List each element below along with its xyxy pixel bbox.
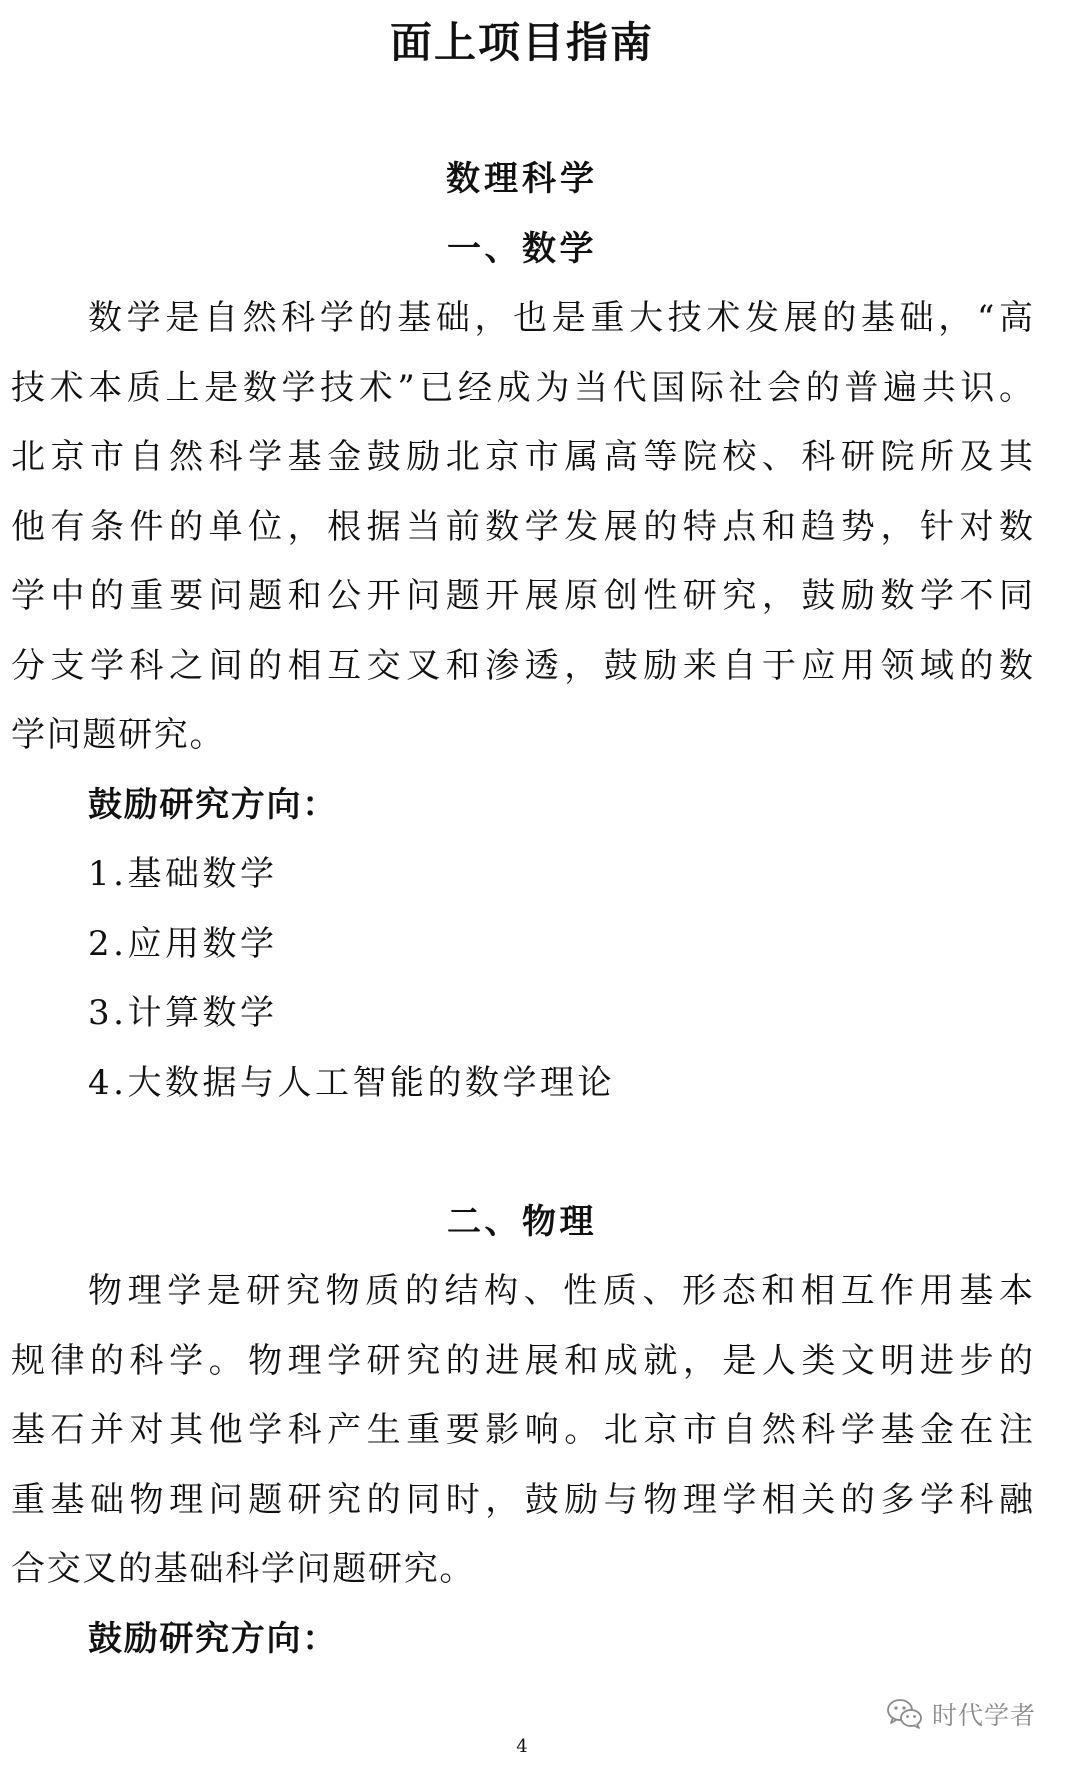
math-paragraph-line: 学问题研究。 (11, 715, 226, 755)
section-title: 数理科学 (446, 159, 598, 199)
math-paragraph-line: 他有条件的单位，根据当前数学发展的特点和趋势，针对数 (11, 506, 1033, 547)
math-paragraph-line: 技术本质上是数学技术”已经成为当代国际社会的普遍共识。 (11, 367, 1033, 408)
math-direction-item: 1.基础数学 (88, 854, 278, 894)
math-direction-item: 3.计算数学 (88, 993, 278, 1033)
document-body (11, 145, 1033, 1674)
math-heading: 一、数学 (447, 228, 597, 269)
blank-line (11, 1118, 1033, 1188)
physics-paragraph-line: 合交叉的基础科学问题研究。 (11, 1549, 476, 1589)
math-directions-label: 鼓励研究方向： (88, 784, 338, 825)
physics-directions-label: 鼓励研究方向： (88, 1618, 338, 1659)
watermark (886, 1699, 1036, 1733)
physics-paragraph-line: 物理学是研究物质的结构、性质、形态和相互作用基本 (88, 1271, 1033, 1311)
page-title: 面上项目指南 (389, 18, 654, 67)
page-number: 4 (516, 1736, 528, 1757)
physics-heading: 二、物理 (447, 1201, 597, 1242)
wechat-icon (886, 1698, 924, 1734)
physics-paragraph-line: 规律的科学。物理学研究的进展和成就，是人类文明进步的 (11, 1340, 1033, 1381)
physics-paragraph-line: 重基础物理问题研究的同时，鼓励与物理学相关的多学科融 (11, 1479, 1033, 1520)
math-paragraph-line: 北京市自然科学基金鼓励北京市属高等院校、科研院所及其 (11, 437, 1033, 477)
physics-paragraph-line: 基石并对其他学科产生重要影响。北京市自然科学基金在注 (11, 1410, 1033, 1450)
math-paragraph-line: 学中的重要问题和公开问题开展原创性研究，鼓励数学不同 (11, 576, 1033, 616)
math-paragraph-line: 数学是自然科学的基础，也是重大技术发展的基础，“高 (88, 298, 1033, 338)
math-direction-item: 2.应用数学 (88, 923, 278, 964)
watermark-text: 时代学者 (932, 1701, 1037, 1730)
math-paragraph-line: 分支学科之间的相互交叉和渗透，鼓励来自于应用领域的数 (11, 645, 1033, 686)
math-direction-item: 4.大数据与人工智能的数学理论 (88, 1062, 615, 1103)
